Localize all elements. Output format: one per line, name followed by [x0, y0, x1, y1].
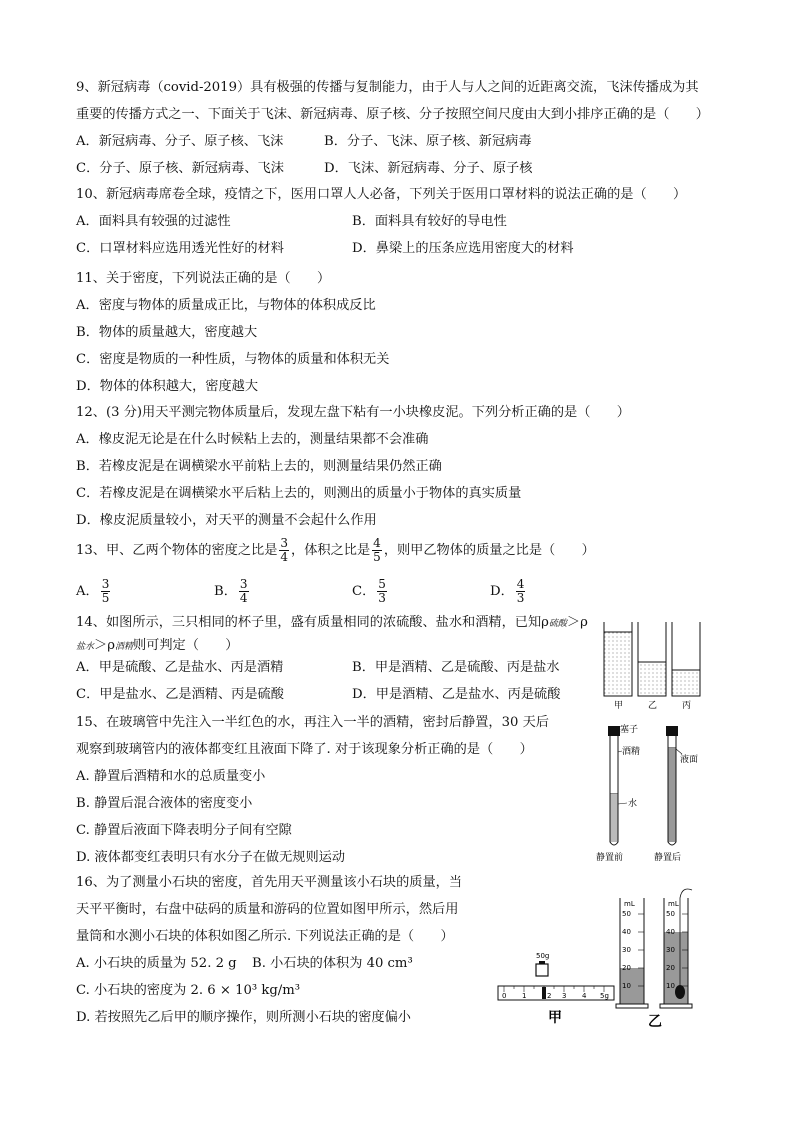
- q15-option-c: C. 静置后液面下降表明分子间有空隙: [76, 823, 292, 838]
- q11-option-b: B．物体的质量越大，密度越大: [76, 325, 258, 340]
- q16-option-d: D. 若按照先乙后甲的顺序操作，则所测小石块的密度偏小: [76, 1010, 411, 1025]
- q11-option-c: C．密度是物质的一种性质，与物体的质量和体积无关: [76, 352, 390, 367]
- cylinder1-tick-30: 30: [622, 946, 631, 954]
- q13-option-d: [490, 578, 527, 606]
- cylinder1-tick-50: 50: [622, 910, 631, 918]
- fraction-denominator: 4: [239, 591, 248, 605]
- label-water: 水: [628, 799, 638, 809]
- q9-stem-line2: 重要的传播方式之一、下面关于飞沫、新冠病毒、原子核、分子按照空间尺度由大到小排序正确的是（ ）: [76, 107, 709, 122]
- ruler-tick-2: 2: [547, 992, 552, 1000]
- q14-stem-line2: [76, 637, 238, 656]
- q15-stem-line2: 观察到玻璃管内的液体都变红且液面下降了. 对于该现象分析正确的是（ ）: [76, 742, 533, 757]
- q10-stem: 10、新冠病毒席卷全球，疫情之下，医用口罩人人必备，下列关于医用口罩材料的说法正确的是（ ）: [76, 187, 687, 202]
- fraction-denominator: 5: [373, 550, 381, 564]
- q14-stem-line1: [76, 614, 588, 633]
- q9-option-b: B．分子、飞沫、原子核、新冠病毒: [324, 134, 532, 149]
- tube-after: [666, 726, 678, 845]
- q16-cylinders-figure: [614, 884, 714, 1032]
- beaker-jia: [604, 622, 632, 696]
- q10-option-a: A．面料具有较强的过滤性: [76, 214, 231, 229]
- cylinder2-tick-20: 20: [666, 964, 675, 972]
- q12-option-d: D．橡皮泥质量较小，对天平的测量不会起什么作用: [76, 513, 377, 528]
- ruler-tick-1: 1: [522, 992, 527, 1000]
- fraction-numerator: 3: [239, 577, 248, 591]
- fraction-numerator: 3: [101, 577, 110, 591]
- q15-stem-line1: 15、在玻璃管中先注入一半红色的水，再注入一半的酒精，密封后静置，30 天后: [76, 715, 549, 730]
- q14-option-b: B．甲是酒精、乙是硫酸、丙是盐水: [352, 660, 560, 675]
- fraction-denominator: 4: [280, 550, 289, 564]
- q14-greater-than: ＞ρ: [94, 638, 115, 653]
- option-label: D．: [490, 584, 514, 599]
- q11-option-a: A．密度与物体的质量成正比，与物体的体积成反比: [76, 298, 376, 313]
- subscript-sulfuric-acid: 硫酸: [548, 619, 567, 629]
- fraction-numerator: 3: [280, 536, 289, 550]
- q15-tubes-figure: [590, 722, 710, 864]
- ruler-tick-0: 0: [502, 992, 507, 1000]
- q13-option-b-fraction: [239, 578, 249, 605]
- q16-stem-line1: 16、为了测量小石块的密度，首先用天平测量该小石块的质量，当: [76, 875, 463, 890]
- beaker-yi: [638, 622, 666, 696]
- cylinder1-tick-40: 40: [622, 928, 631, 936]
- cylinder1-tick-10: 10: [622, 982, 631, 990]
- cylinder2-tick-50: 50: [666, 910, 675, 918]
- tube-before: [608, 726, 620, 845]
- subscript-salt-water: 盐水: [76, 642, 95, 652]
- label-alcohol: 酒精: [622, 747, 641, 757]
- q11-option-d: D．物体的体积越大，密度越大: [76, 379, 259, 394]
- q9-option-a: A．新冠病毒、分子、原子核、飞沫: [76, 134, 284, 149]
- cylinder-water-only: [616, 898, 648, 1008]
- ruler-tick-4: 4: [582, 992, 587, 1000]
- beaker-bing: [672, 622, 700, 696]
- q11-stem: 11、关于密度，下列说法正确的是（ ）: [76, 271, 331, 286]
- q13-volume-ratio: [372, 537, 382, 564]
- label-liquid-surface: 液面: [680, 755, 699, 765]
- q14-beakers-figure: [600, 620, 710, 710]
- label-stopper: 塞子: [620, 725, 639, 735]
- fraction-numerator: 4: [373, 536, 381, 550]
- beaker-label-jia: 甲: [614, 701, 624, 710]
- q13-density-ratio: [279, 537, 289, 564]
- q16-stem-line3: 量筒和水测小石块的体积如图乙所示. 下列说法正确的是（ ）: [76, 929, 454, 944]
- cylinder2-tick-40: 40: [666, 928, 675, 936]
- q14-stem-tail: 则可判定（ ）: [132, 638, 239, 653]
- q13-stem: [76, 537, 595, 565]
- q16-option-a: A. 小石块的质量为 52. 2 g: [76, 956, 237, 971]
- ruler-tick-3: 3: [562, 992, 567, 1000]
- q10-option-d: D．鼻梁上的压条应选用密度大的材料: [352, 241, 574, 256]
- q14-option-a: A．甲是硫酸、乙是盐水、丙是酒精: [76, 660, 284, 675]
- q15-option-a: A. 静置后酒精和水的总质量变小: [76, 769, 266, 784]
- beaker-label-bing: 丙: [682, 701, 692, 710]
- fraction-denominator: 3: [516, 591, 525, 605]
- rider-marker: [542, 987, 546, 999]
- weight-label: 50g: [536, 952, 550, 960]
- q13-option-a: [76, 578, 112, 606]
- q13-stem-part-c: ，则甲乙物体的质量之比是（ ）: [383, 543, 595, 558]
- q10-option-b: B．面料具有较好的导电性: [352, 214, 507, 229]
- q14-stem-text: 14、如图所示，三只相同的杯子里，盛有质量相同的浓硫酸、盐水和酒精，已知ρ: [76, 615, 549, 630]
- cylinder1-unit: mL: [624, 900, 635, 908]
- fraction-denominator: 5: [101, 591, 110, 605]
- q9-stem-line1: 9、新冠病毒（covid-2019）具有极强的传播与复制能力，由于人与人之间的近距离交流，飞沫传播成为其: [76, 80, 699, 95]
- ruler-tick-5: 5g: [600, 992, 609, 1000]
- q15-option-b: B. 静置后混合液体的密度变小: [76, 796, 253, 811]
- q13-option-d-fraction: [516, 578, 526, 605]
- q13-stem-part-b: ，体积之比是: [291, 543, 371, 558]
- q13-option-a-fraction: [101, 578, 111, 605]
- stone-icon: [675, 985, 685, 999]
- q14-greater-than: ＞ρ: [566, 615, 588, 630]
- cylinder2-unit: mL: [668, 900, 679, 908]
- q10-option-c: C．口罩材料应选用透光性好的材料: [76, 241, 284, 256]
- cylinder1-tick-20: 20: [622, 964, 631, 972]
- label-yi: 乙: [648, 1014, 662, 1030]
- q14-option-c: C．甲是盐水、乙是酒精、丙是硫酸: [76, 687, 284, 702]
- label-jia: 甲: [548, 1010, 562, 1026]
- option-label: C．: [352, 584, 376, 599]
- q12-option-a: A．橡皮泥无论是在什么时候粘上去的，测量结果都不会准确: [76, 432, 429, 447]
- option-label: B．: [214, 584, 237, 599]
- label-before: 静置前: [596, 853, 624, 863]
- subscript-alcohol: 酒精: [114, 642, 133, 652]
- q13-stem-part-a: 13、甲、乙两个物体的密度之比是: [76, 543, 278, 558]
- q12-option-c: C．若橡皮泥是在调横梁水平后粘上去的，则测出的质量小于物体的真实质量: [76, 486, 522, 501]
- label-after: 静置后: [654, 853, 682, 863]
- beaker-label-yi: 乙: [648, 701, 658, 710]
- option-label: A．: [76, 584, 99, 599]
- q14-option-d: D．甲是酒精、乙是盐水、丙是硫酸: [352, 687, 561, 702]
- fraction-numerator: 4: [516, 577, 525, 591]
- cylinder2-tick-30: 30: [666, 946, 675, 954]
- q16-balance-figure: [494, 950, 618, 1030]
- q9-option-d: D．飞沫、新冠病毒、分子、原子核: [324, 161, 533, 176]
- cylinder2-tick-10: 10: [666, 982, 675, 990]
- weight-icon: [536, 961, 548, 976]
- q15-option-d: D. 液体都变红表明只有水分子在做无规则运动: [76, 850, 346, 865]
- fraction-denominator: 3: [378, 591, 386, 605]
- q16-stem-line2: 天平平衡时，右盘中砝码的质量和游码的位置如图甲所示，然后用: [76, 902, 459, 917]
- q12-stem: 12、(3 分)用天平测完物体质量后，发现左盘下粘有一小块橡皮泥。下列分析正确的是（ ）: [76, 405, 630, 420]
- q13-option-c-fraction: [377, 578, 387, 605]
- q13-option-b: [214, 578, 251, 606]
- q16-option-b: B. 小石块的体积为 40 cm³: [252, 956, 413, 971]
- fraction-numerator: 5: [378, 577, 386, 591]
- q13-option-c: [352, 578, 389, 606]
- q16-option-c: C. 小石块的密度为 2. 6 × 10³ kg/m³: [76, 983, 301, 998]
- q9-option-c: C．分子、原子核、新冠病毒、飞沫: [76, 161, 284, 176]
- q12-option-b: B．若橡皮泥是在调横梁水平前粘上去的，则测量结果仍然正确: [76, 459, 442, 474]
